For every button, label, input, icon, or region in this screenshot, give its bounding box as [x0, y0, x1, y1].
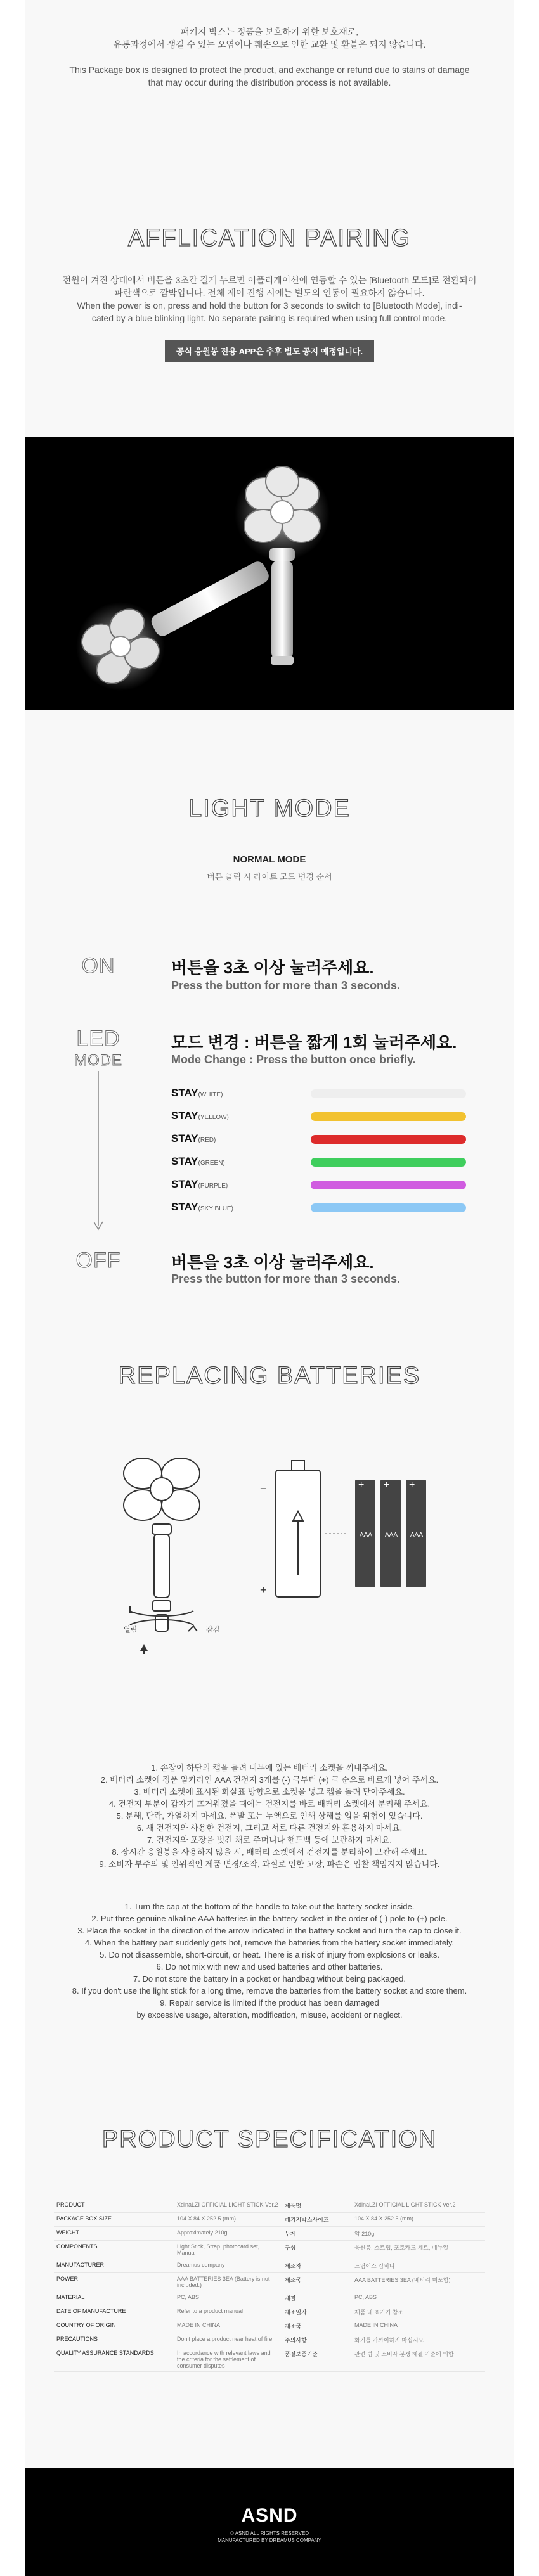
color-label: STAY(SKY BLUE)	[171, 1201, 233, 1213]
footer-copyright: © ASND ALL RIGHTS RESERVED	[230, 2530, 309, 2536]
spec-key: 패키지박스사이즈	[282, 2213, 352, 2227]
spec-value: 104 X 84 X 252.5 (mm)	[352, 2213, 485, 2227]
spec-key: MANUFACTURER	[54, 2259, 174, 2273]
spec-value: PC, ABS	[352, 2291, 485, 2305]
spec-row	[54, 2347, 485, 2372]
spec-value: Don't place a product near heat of fire.	[174, 2333, 282, 2347]
svg-text:+: +	[260, 1584, 267, 1596]
off-tag: OFF	[75, 1248, 121, 1272]
spec-key: 제품명	[282, 2199, 352, 2213]
spec-key: PRODUCT	[54, 2199, 174, 2213]
page-container	[25, 0, 514, 2576]
led-kr: 모드 변경 : 버튼을 짧게 1회 눌러주세요.	[171, 1033, 457, 1052]
color-row-purple	[171, 1178, 457, 1192]
spec-value: 제품 내 표기기 참조	[352, 2305, 485, 2319]
spec-key: 제조국	[282, 2273, 352, 2291]
spec-value: MADE IN CHINA	[352, 2319, 485, 2333]
spec-value: In accordance with relevant laws and the criteria for the settlement of consumer disputes	[174, 2347, 282, 2372]
spec-row	[54, 2259, 485, 2273]
footer-manufacturer: MANUFACTURED BY DREAMUS COMPANY	[218, 2537, 321, 2543]
spec-value: AAA BATTERIES 3EA (Battery is not included.)	[174, 2273, 282, 2291]
close-label: 잠김	[206, 1626, 220, 1634]
spec-value: 응원봉, 스트랩, 포토카드 세트, 매뉴얼	[352, 2241, 485, 2259]
color-swatch	[311, 1181, 466, 1189]
battery-kr-line: 2. 배터리 소켓에 정품 알카라인 AAA 건전지 3개를 (-) 극부터 (+) 극 순으로 바르게 넣어 주세요.	[100, 1775, 439, 1785]
led-en: Mode Change : Press the button once briefly.	[171, 1053, 416, 1066]
spec-key: 제조국	[282, 2319, 352, 2333]
svg-text:+: +	[358, 1480, 365, 1490]
color-label: STAY(PURPLE)	[171, 1178, 228, 1190]
spec-key: DATE OF MANUFACTURE	[54, 2305, 174, 2319]
batteries-title: REPLACING BATTERIES	[118, 1362, 421, 1389]
light-mode-title: LIGHT MODE	[188, 795, 351, 822]
spec-row	[54, 2333, 485, 2347]
spec-value: MADE IN CHINA	[174, 2319, 282, 2333]
spec-key: WEIGHT	[54, 2227, 174, 2241]
color-row-white	[171, 1087, 457, 1101]
spec-row	[54, 2305, 485, 2319]
spec-key: 구성	[282, 2241, 352, 2259]
battery-en-line: 8. If you don't use the light stick for a long time, remove the batteries from the battery socket and store them.	[72, 1986, 467, 1996]
pairing-line: When the power is on, press and hold the button for 3 seconds to switch to [Bluetooth Mode], indi-	[77, 300, 462, 311]
color-row-red	[171, 1132, 457, 1146]
spec-row	[54, 2273, 485, 2291]
mode-tag: MODE	[74, 1052, 122, 1069]
spec-row	[54, 2241, 485, 2259]
battery-label: AAA	[410, 1532, 424, 1539]
footer	[25, 2468, 514, 2576]
pairing-section	[25, 225, 514, 362]
spec-key: 제조자	[282, 2259, 352, 2273]
spec-key: 주의사항	[282, 2333, 352, 2347]
color-swatch	[311, 1158, 466, 1167]
normal-mode-sub: 버튼 클릭 시 라이트 모드 변경 순서	[207, 872, 332, 881]
spec-value: Refer to a product manual	[174, 2305, 282, 2319]
on-tag: ON	[81, 954, 115, 978]
color-swatch	[311, 1203, 466, 1212]
notice-en-line: that may occur during the distribution process is not available.	[148, 77, 391, 87]
pairing-line: 파란색으로 깜박입니다. 전체 제어 진행 시에는 별도의 연동이 필요하지 않습니다.	[114, 288, 425, 298]
spec-value: 관련 법 및 소비자 분쟁 해결 기준에 의함	[352, 2347, 485, 2372]
spec-row	[54, 2291, 485, 2305]
spec-row	[54, 2319, 485, 2333]
spec-key: QUALITY ASSURANCE STANDARDS	[54, 2347, 174, 2372]
battery-en-line: 4. When the battery part suddenly gets hot, remove the batteries from the battery socket immediately.	[84, 1938, 455, 1947]
color-row-yellow	[171, 1110, 457, 1124]
lightstick-illustration	[25, 437, 514, 710]
color-row-green	[171, 1155, 457, 1169]
spec-key: 무게	[282, 2227, 352, 2241]
battery-en-line: 1. Turn the cap at the bottom of the handle to take out the battery socket inside.	[124, 1902, 415, 1911]
battery-diagram	[105, 1445, 485, 1654]
color-label: STAY(YELLOW)	[171, 1110, 229, 1122]
arrow-down-icon	[92, 1071, 105, 1236]
notice-kr-line: 유통과정에서 생길 수 있는 오염이나 훼손으로 인한 교환 및 환불은 되지 않습니다.	[113, 39, 426, 49]
spec-key: MATERIAL	[54, 2291, 174, 2305]
spec-value: XdinaLZI OFFICIAL LIGHT STICK Ver.2	[352, 2199, 485, 2213]
color-label: STAY(RED)	[171, 1132, 216, 1144]
pairing-line: 전원이 켜진 상태에서 버튼을 3초간 길게 누르면 어플리케이션에 연동할 수 있는 [Bluetooth 모드]로 전환되어	[62, 275, 477, 285]
battery-kr-line: 3. 배터리 소켓에 표시된 화살표 방향으로 소켓을 넣고 캡을 돌려 닫아주세요.	[134, 1787, 405, 1797]
battery-kr-line: 6. 새 건전지와 사용한 건전지, 그리고 서로 다른 건전지와 혼용하지 마세요.	[136, 1823, 403, 1833]
spec-value: 드림어스 컴퍼니	[352, 2259, 485, 2273]
spec-value: PC, ABS	[174, 2291, 282, 2305]
color-swatch	[311, 1112, 466, 1121]
spec-value: AAA BATTERIES 3EA (배터리 미포함)	[352, 2273, 485, 2291]
led-tag: LED	[76, 1027, 120, 1051]
battery-kr-line: 1. 손잡이 하단의 캡을 돌려 내부에 있는 배터리 소켓을 꺼내주세요.	[151, 1763, 388, 1772]
spec-value: Light Stick, Strap, photocard set, Manual	[174, 2241, 282, 2259]
on-kr: 버튼을 3초 이상 눌러주세요.	[171, 958, 374, 977]
battery-en-line: 2. Put three genuine alkaline AAA batteries in the battery socket in the order of (-) pole to (+) pole.	[91, 1914, 448, 1923]
normal-mode-label: NORMAL MODE	[233, 854, 306, 865]
color-swatch	[311, 1135, 466, 1144]
svg-text:−: −	[260, 1482, 267, 1495]
spec-key: PRECAUTIONS	[54, 2333, 174, 2347]
color-swatch	[311, 1089, 466, 1098]
spec-key: 재질	[282, 2291, 352, 2305]
on-en: Press the button for more than 3 seconds.	[171, 979, 401, 992]
footer-logo: ASND	[241, 2505, 298, 2526]
package-notice	[25, 25, 514, 89]
battery-en-line: 7. Do not store the battery in a pocket or handbag without being packaged.	[133, 1974, 406, 1983]
pairing-line: cated by a blue blinking light. No separate pairing is required when using full control mode.	[91, 313, 448, 323]
pairing-title: AFFLICATION PAIRING	[127, 225, 412, 252]
color-row-skyblue	[171, 1201, 457, 1215]
battery-kr-line: 8. 장시간 응원봉을 사용하지 않을 시, 배터리 소켓에서 건전지를 분리하여 보관해 주세요.	[112, 1847, 427, 1857]
color-label: STAY(GREEN)	[171, 1155, 225, 1167]
batteries-title-wrap	[25, 1362, 514, 1390]
battery-instructions	[25, 1762, 514, 2021]
off-en: Press the button for more than 3 seconds.	[171, 1272, 401, 1285]
spec-key: COUNTRY OF ORIGIN	[54, 2319, 174, 2333]
battery-label: AAA	[385, 1532, 398, 1539]
battery-kr-line: 7. 건전지와 포장을 벗긴 채로 주머니나 핸드백 등에 보관하지 마세요.	[146, 1835, 393, 1845]
svg-text:+: +	[409, 1480, 415, 1490]
notice-kr-line: 패키지 박스는 정품을 보호하기 위한 보호재로,	[180, 27, 359, 37]
light-mode-section	[25, 795, 514, 882]
app-notice-badge: 공식 응원봉 전용 APP은 추후 별도 공지 예정입니다.	[165, 340, 374, 362]
open-label: 열림	[124, 1626, 138, 1634]
spec-value: 104 X 84 X 252.5 (mm)	[174, 2213, 282, 2227]
battery-en-line: by excessive usage, alteration, modification, misuse, accident or neglect.	[136, 2010, 403, 2020]
battery-en-line: 9. Repair service is limited if the product has been damaged	[160, 1998, 379, 2008]
spec-row	[54, 2213, 485, 2227]
spec-value: 화기를 가까이하지 마십시오.	[352, 2333, 485, 2347]
spec-row	[54, 2227, 485, 2241]
svg-text:+: +	[384, 1480, 390, 1490]
battery-en-line: 6. Do not mix with new and used batteries and other batteries.	[156, 1962, 383, 1971]
battery-kr-line: 9. 소비자 부주의 및 인위적인 제품 변경/조작, 과실로 인한 고장, 파손은 입찰 책임지지 않습니다.	[99, 1859, 440, 1869]
spec-value: Dreamus company	[174, 2259, 282, 2273]
spec-title-wrap	[25, 2126, 514, 2153]
battery-label: AAA	[360, 1532, 373, 1539]
off-kr: 버튼을 3초 이상 눌러주세요.	[171, 1253, 374, 1272]
battery-kr-line: 5. 분해, 단락, 가열하지 마세요. 폭발 또는 누액으로 인해 상해를 입을 위험이 있습니다.	[116, 1811, 423, 1821]
battery-en-line: 3. Place the socket in the direction of the arrow indicated in the battery socket and turn the cap to close it.	[77, 1926, 462, 1935]
color-label: STAY(WHITE)	[171, 1087, 223, 1099]
spec-value: XdinaLZI OFFICIAL LIGHT STICK Ver.2	[174, 2199, 282, 2213]
spec-key: 품질보증기준	[282, 2347, 352, 2372]
spec-title: PRODUCT SPECIFICATION	[101, 2126, 438, 2153]
notice-en-line: This Package box is designed to protect the product, and exchange or refund due to stains of damage	[69, 65, 470, 75]
spec-value: 약 210g	[352, 2227, 485, 2241]
lightstick-hero-image	[25, 437, 514, 710]
spec-key: COMPONENTS	[54, 2241, 174, 2259]
battery-kr-line: 4. 건전지 부분이 갑자기 뜨거워졌을 때에는 건전지를 바로 배터리 소켓에서 분리해 주세요.	[108, 1799, 431, 1809]
spec-key: PACKAGE BOX SIZE	[54, 2213, 174, 2227]
battery-en-line: 5. Do not disassemble, short-circuit, or heat. There is a risk of injury from explosions or leaks.	[100, 1950, 439, 1959]
spec-value: Approximately 210g	[174, 2227, 282, 2241]
spec-key: POWER	[54, 2273, 174, 2291]
spec-key: 제조일자	[282, 2305, 352, 2319]
spec-row	[54, 2199, 485, 2213]
spec-table	[54, 2199, 485, 2372]
